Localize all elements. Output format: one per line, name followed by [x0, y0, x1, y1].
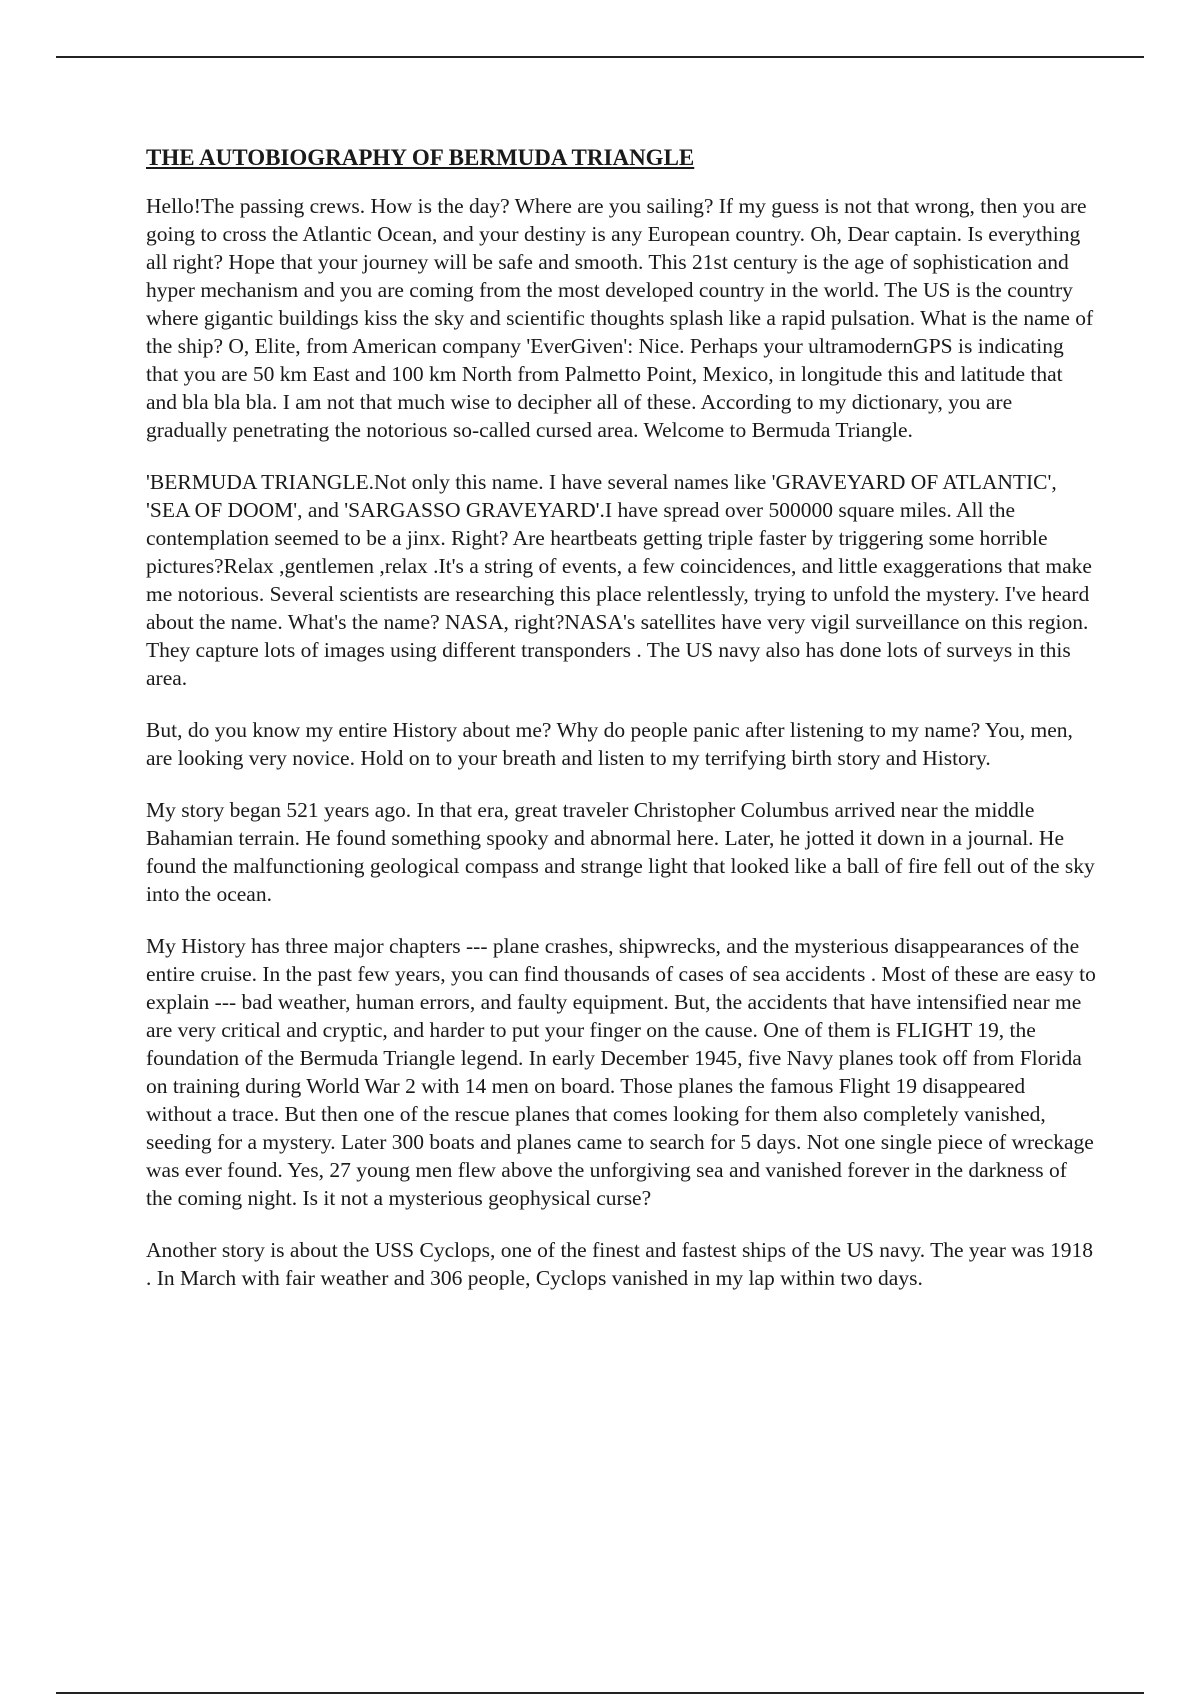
- paragraph-history-intro: But, do you know my entire History about me? Why do people panic after listening to my name? You, men, are looking very novice. Hold on to your breath and listen to my terrifying birth story and History.: [146, 718, 1073, 770]
- top-divider: [56, 56, 1144, 58]
- paragraph-flight-19: My History has three major chapters --- plane crashes, shipwrecks, and the mysterious disappearances of the entire cruise. In the past few years, you can find thousands of cases of sea accidents . Most of these are easy to explain --- bad weather, human errors, and faulty equipment. But, the accidents that have intensified near me are very critical and cryptic, and harder to put your finger on the cause. One of them is FLIGHT 19, the foundation of the Bermuda Triangle legend. In early December 1945, five Navy planes took off from Florida on training during World War 2 with 14 men on board. Those planes the famous Flight 19 disappeared without a trace. But then one of the rescue planes that comes looking for them also completely vanished, seeding for a mystery. Later 300 boats and planes came to search for 5 days. Not one single piece of wreckage was ever found. Yes, 27 young men flew above the unforgiving sea and vanished forever in the darkness of the coming night. Is it not a mysterious geophysical curse?: [146, 934, 1096, 1210]
- paragraph-columbus: My story began 521 years ago. In that era, great traveler Christopher Columbus arrived near the middle Bahamian terrain. He found something spooky and abnormal here. Later, he jotted it down in a journal. He found the malfunctioning geological compass and strange light that looked like a ball of fire fell out of the sky into the ocean.: [146, 798, 1095, 906]
- bottom-divider: [56, 1692, 1144, 1694]
- document-body: [146, 144, 1096, 1316]
- paragraph-uss-cyclops: Another story is about the USS Cyclops, one of the finest and fastest ships of the US navy. The year was 1918 . In March with fair weather and 306 people, Cyclops vanished in my lap within two days.: [146, 1238, 1094, 1290]
- document-title: THE AUTOBIOGRAPHY OF BERMUDA TRIANGLE: [146, 145, 695, 170]
- paragraph-greeting: Hello!The passing crews. How is the day? Where are you sailing? If my guess is not that wrong, then you are going to cross the Atlantic Ocean, and your destiny is any European country. Oh, Dear captain. Is everything all right? Hope that your journey will be safe and smooth. This 21st century is the age of sophistication and hyper mechanism and you are coming from the most developed country in the world. The US is the country where gigantic buildings kiss the sky and scientific thoughts splash like a rapid pulsation. What is the name of the ship? O, Elite, from American company 'EverGiven': Nice. Perhaps your ultramodernGPS is indicating that you are 50 km East and 100 km North from Palmetto Point, Mexico, in longitude this and latitude that and bla bla bla. I am not that much wise to decipher all of these. According to my dictionary, you are gradually penetrating the notorious so-called cursed area. Welcome to Bermuda Triangle.: [146, 194, 1094, 442]
- paragraph-names: 'BERMUDA TRIANGLE.Not only this name. I have several names like 'GRAVEYARD OF ATLANTIC', 'SEA OF DOOM', and 'SARGASSO GRAVEYARD'.I have spread over 500000 square miles. All the contemplation seemed to be a jinx. Right? Are heartbeats getting triple faster by triggering some horrible pictures?Relax ,gentlemen ,relax .It's a string of events, a few coincidences, and little exaggerations that make me notorious. Several scientists are researching this place relentlessly, trying to unfold the mystery. I've heard about the name. What's the name? NASA, right?NASA's satellites have very vigil surveillance on this region. They capture lots of images using different transponders . The US navy also has done lots of surveys in this area.: [146, 470, 1092, 690]
